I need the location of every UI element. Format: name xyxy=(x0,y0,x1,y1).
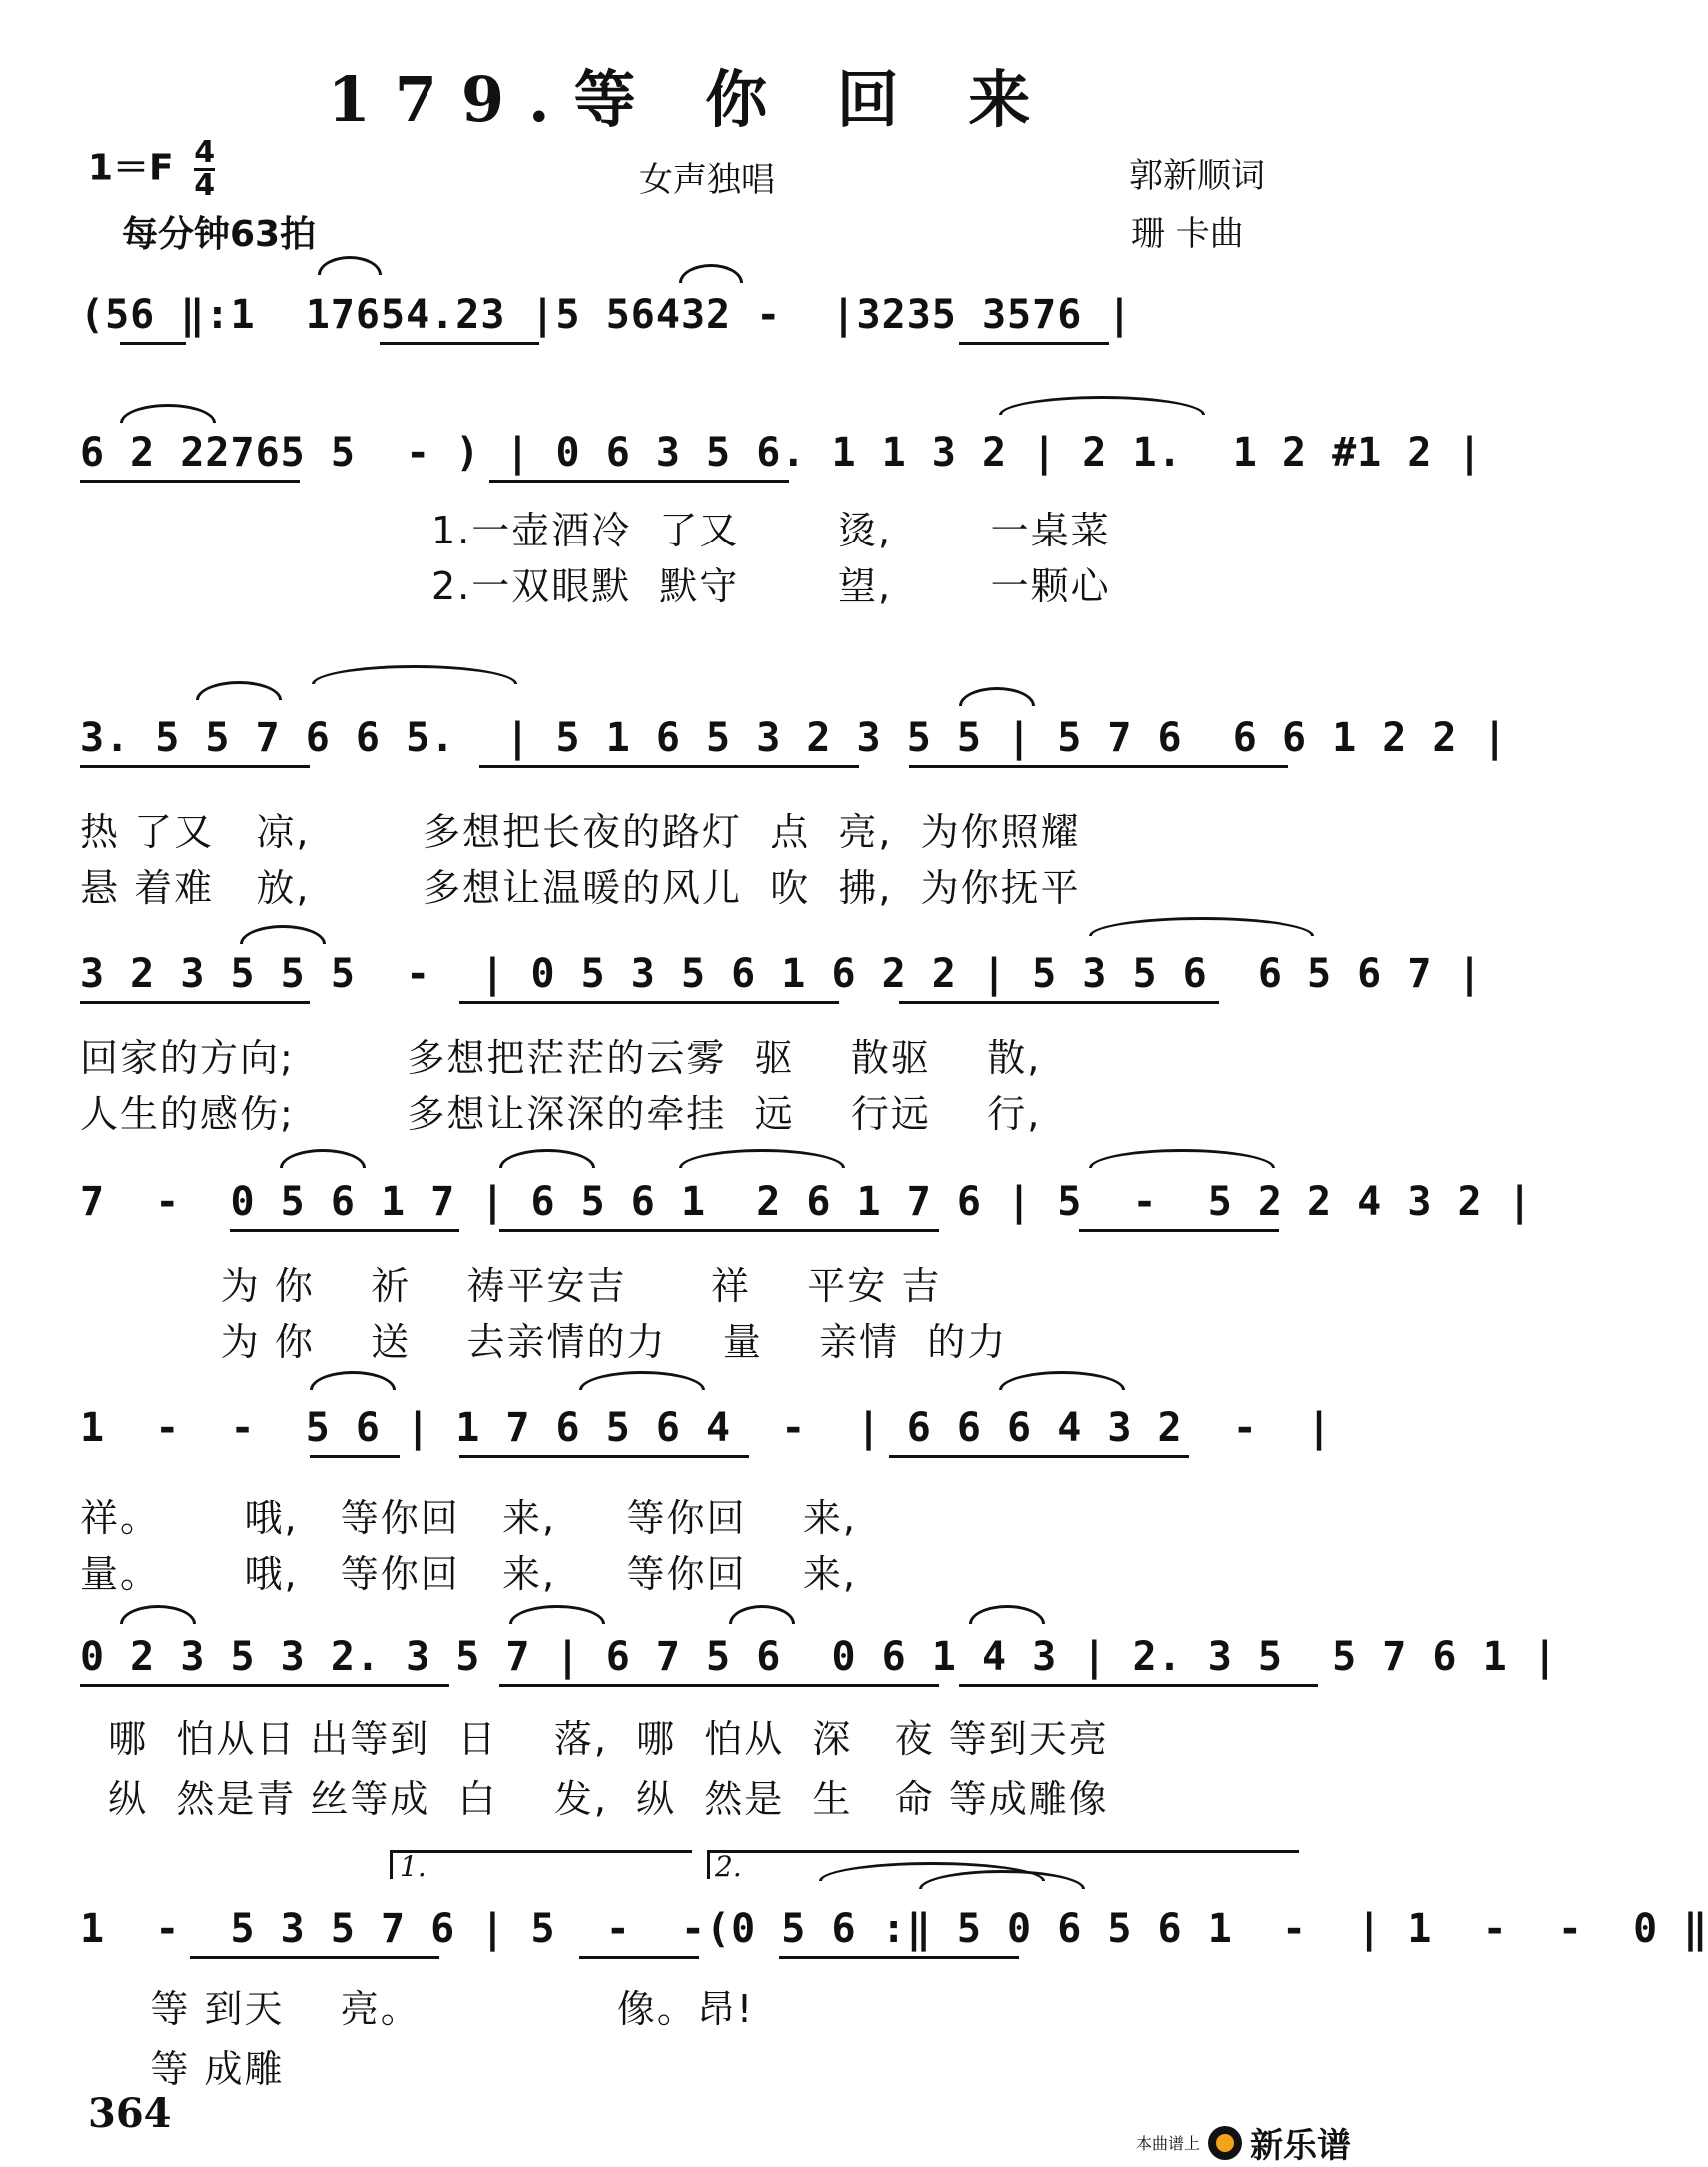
brand-logo-icon xyxy=(1208,2126,1242,2160)
composer-credit: 珊 卡曲 xyxy=(1131,214,1244,254)
beam xyxy=(899,1001,1219,1004)
beam xyxy=(909,765,1288,768)
song-title: 179.等 你 回 来 xyxy=(327,63,1055,136)
slur xyxy=(310,1371,396,1390)
beam xyxy=(1079,1229,1279,1232)
slur xyxy=(312,665,517,684)
slur xyxy=(579,1371,705,1390)
notes-line: 7 - 0 5 6 1 7 | 6 5 6 1 2 6 1 7 6 | 5 - 5 2 2 4 3 2 | xyxy=(80,1179,1533,1225)
time-signature xyxy=(194,135,216,203)
lyrics-verse-1: 为 你 祈 祷平安吉 祥 平安 吉 xyxy=(80,1264,942,1308)
lyrics-verse-2: 等 成雕 xyxy=(80,2047,285,2091)
beam xyxy=(120,342,186,345)
beam xyxy=(779,1956,1019,1959)
notes-line: 1 - - 5 6 | 1 7 6 5 6 4 - | 6 6 6 4 3 2 - | xyxy=(80,1405,1333,1451)
first-ending-bracket xyxy=(390,1850,692,1879)
system-7 xyxy=(80,1634,1558,1704)
notes-line: 3. 5 5 7 6 6 5. | 5 1 6 5 3 2 3 5 5 | 5 7 6 6 6 1 2 2 | xyxy=(80,715,1508,761)
slur xyxy=(509,1605,605,1624)
slur xyxy=(679,264,743,283)
notes-line: 3 2 3 5 5 5 - | 0 5 3 5 6 1 6 2 2 | 5 3 5 6 6 5 6 7 | xyxy=(80,951,1483,997)
lyrics-verse-2: 人生的感伤; 多想让深深的牵挂 远 行远 行, xyxy=(80,1092,1042,1136)
beam xyxy=(459,1001,839,1004)
slur xyxy=(120,404,216,423)
watermark-brand: 新乐谱 xyxy=(1250,2126,1351,2166)
slur xyxy=(196,681,282,700)
system-1 xyxy=(80,292,1318,362)
lyrics-verse-1: 等 到天 亮。 像。昂! xyxy=(80,1987,755,2031)
beam xyxy=(190,1956,439,1959)
notes-line: 1 - 5 3 5 7 6 | 5 - -(0 5 6 :‖ 5 0 6 5 6 1 - | 1 - - 0 ‖ xyxy=(80,1906,1708,1952)
slur xyxy=(318,256,382,275)
slur xyxy=(280,1149,366,1168)
notes-line: (56 ‖:1 17654.23 |5 56432 - |3235 3576 | xyxy=(80,292,1133,338)
slur xyxy=(1089,1149,1275,1168)
lyrics-verse-1: 哪 怕从日 出等到 日 落, 哪 怕从 深 夜 等到天亮 xyxy=(80,1717,1109,1761)
time-sig-bottom: 4 xyxy=(194,168,216,203)
first-ending-label: 1. xyxy=(400,1850,427,1883)
system-4 xyxy=(80,951,1483,1021)
slur xyxy=(999,396,1205,415)
lyrics-verse-1: 1.一壶酒冷 了又 烫, 一桌菜 xyxy=(80,509,1111,552)
beam xyxy=(459,1455,749,1458)
system-5 xyxy=(80,1179,1533,1249)
beam xyxy=(479,765,859,768)
watermark-footer xyxy=(1136,2118,1351,2167)
notes-line: 6 2 22765 5 - ) | 0 6 3 5 6. 1 1 3 2 | 2 1. 1 2 #1 2 | xyxy=(80,430,1483,476)
key-signature xyxy=(88,135,216,203)
lyricist-credit: 郭新顺词 xyxy=(1129,156,1265,196)
slur xyxy=(969,1605,1045,1624)
beam xyxy=(310,1455,400,1458)
time-sig-top: 4 xyxy=(194,135,216,170)
slur xyxy=(499,1149,595,1168)
beam xyxy=(80,480,300,483)
lyrics-verse-1: 热 了又 凉, 多想把长夜的路灯 点 亮, 为你照耀 xyxy=(80,810,1081,854)
lyrics-verse-2: 纵 然是青 丝等成 白 发, 纵 然是 生 命 等成雕像 xyxy=(80,1777,1109,1821)
system-2 xyxy=(80,430,1483,500)
second-ending-label: 2. xyxy=(715,1850,742,1883)
beam xyxy=(499,1229,939,1232)
lyrics-verse-2: 2.一双眼默 默守 望, 一颗心 xyxy=(80,564,1111,608)
beam xyxy=(80,1001,310,1004)
system-6 xyxy=(80,1405,1333,1475)
beam xyxy=(499,1684,939,1687)
beam xyxy=(889,1455,1189,1458)
lyrics-verse-1: 祥。 哦, 等你回 来, 等你回 来, xyxy=(80,1496,857,1540)
slur xyxy=(999,1371,1125,1390)
slur xyxy=(679,1149,845,1168)
performance-note: 女声独唱 xyxy=(639,160,775,200)
notes-line: 0 2 3 5 3 2. 3 5 7 | 6 7 5 6 0 6 1 4 3 | 2. 3 5 5 7 6 1 | xyxy=(80,1634,1558,1680)
watermark-small-text: 本曲谱上 xyxy=(1135,2134,1200,2153)
beam xyxy=(489,480,789,483)
beam xyxy=(959,1684,1318,1687)
slur xyxy=(729,1605,795,1624)
slur xyxy=(959,687,1035,706)
system-8 xyxy=(80,1906,1708,1976)
slur xyxy=(240,925,326,944)
lyrics-verse-2: 为 你 送 去亲情的力 量 亲情 的力 xyxy=(80,1320,1008,1364)
beam xyxy=(380,342,539,345)
lyrics-verse-2: 量。 哦, 等你回 来, 等你回 来, xyxy=(80,1552,857,1596)
beam xyxy=(230,1229,459,1232)
system-3 xyxy=(80,715,1508,785)
tempo-marking: 每分钟63拍 xyxy=(122,214,317,255)
page-number: 364 xyxy=(88,2090,172,2137)
beam xyxy=(80,765,310,768)
lyrics-verse-2: 悬 着难 放, 多想让温暖的风儿 吹 拂, 为你抚平 xyxy=(80,866,1081,910)
beam xyxy=(80,1684,449,1687)
lyrics-verse-1: 回家的方向; 多想把茫茫的云雾 驱 散驱 散, xyxy=(80,1036,1042,1080)
beam xyxy=(579,1956,699,1959)
beam xyxy=(959,342,1109,345)
slur xyxy=(120,1605,196,1624)
key-label: 1＝F xyxy=(88,147,174,189)
slur xyxy=(1089,917,1314,936)
